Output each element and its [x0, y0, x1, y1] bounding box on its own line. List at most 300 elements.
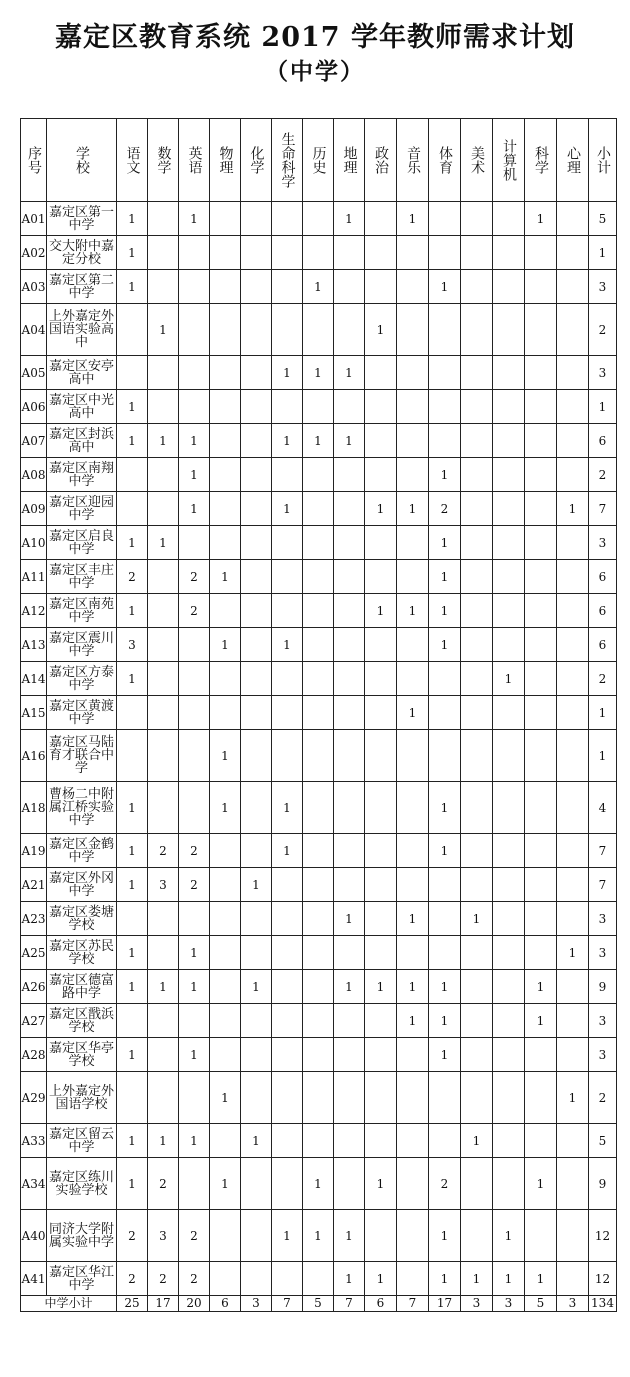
row-school: 嘉定区中光高中: [47, 390, 117, 424]
row-value: 1: [461, 1124, 493, 1158]
row-value: 2: [179, 1262, 210, 1296]
row-value: [557, 560, 589, 594]
row-value: 3: [148, 868, 179, 902]
row-value: [179, 1158, 210, 1210]
table-row: [21, 424, 617, 458]
row-value: [210, 1004, 241, 1038]
teacher-demand-table: [20, 118, 617, 1312]
row-value: [210, 902, 241, 936]
row-value: 1: [365, 594, 397, 628]
row-value: 1: [241, 1124, 272, 1158]
table-row: [21, 902, 617, 936]
row-value: 1: [525, 1004, 557, 1038]
row-value: [241, 594, 272, 628]
row-value: [493, 696, 525, 730]
row-code: A28: [21, 1038, 47, 1072]
row-value: [303, 902, 334, 936]
total-label: 中学小计: [21, 1296, 117, 1312]
row-value: 1: [429, 628, 461, 662]
header-school: 学校: [47, 119, 117, 202]
row-value: [493, 1158, 525, 1210]
row-value: [179, 662, 210, 696]
row-value: [557, 662, 589, 696]
row-value: [557, 868, 589, 902]
row-value: [210, 1124, 241, 1158]
row-value: 1: [148, 1124, 179, 1158]
row-value: 1: [303, 270, 334, 304]
row-value: [241, 390, 272, 424]
total-value: 6: [210, 1296, 241, 1312]
row-value: [210, 458, 241, 492]
row-value: 1: [210, 628, 241, 662]
row-value: 1: [429, 1262, 461, 1296]
row-subtotal: 1: [589, 236, 617, 270]
row-value: [397, 1072, 429, 1124]
row-value: [241, 526, 272, 560]
header-subtotal: 小计: [589, 119, 617, 202]
row-value: 1: [148, 424, 179, 458]
row-value: 1: [117, 424, 148, 458]
row-value: [365, 270, 397, 304]
row-code: A12: [21, 594, 47, 628]
row-value: [461, 356, 493, 390]
row-value: 1: [117, 270, 148, 304]
row-value: 1: [334, 424, 365, 458]
header-subject: 计算机: [493, 119, 525, 202]
row-value: [397, 304, 429, 356]
row-value: 1: [493, 1262, 525, 1296]
row-value: [557, 390, 589, 424]
table-row: [21, 526, 617, 560]
row-school: 嘉定区启良中学: [47, 526, 117, 560]
row-value: [148, 560, 179, 594]
row-value: [272, 730, 303, 782]
row-value: [493, 970, 525, 1004]
row-value: 1: [397, 1004, 429, 1038]
row-value: [557, 202, 589, 236]
row-value: [365, 202, 397, 236]
row-value: 1: [179, 936, 210, 970]
row-school: 嘉定区方泰中学: [47, 662, 117, 696]
table-row: [21, 970, 617, 1004]
row-value: [210, 424, 241, 458]
row-value: [179, 390, 210, 424]
total-value: 3: [557, 1296, 589, 1312]
row-value: [179, 1004, 210, 1038]
total-value: 7: [334, 1296, 365, 1312]
row-value: [525, 1210, 557, 1262]
row-code: A01: [21, 202, 47, 236]
row-value: [365, 1210, 397, 1262]
row-value: [210, 970, 241, 1004]
row-value: [117, 902, 148, 936]
table-row: [21, 236, 617, 270]
header-subject: 历史: [303, 119, 334, 202]
row-value: [525, 1072, 557, 1124]
total-value: 20: [179, 1296, 210, 1312]
row-value: 1: [117, 236, 148, 270]
total-value: 5: [525, 1296, 557, 1312]
row-value: [241, 1004, 272, 1038]
row-value: [557, 356, 589, 390]
row-value: [241, 1210, 272, 1262]
row-value: [148, 492, 179, 526]
row-code: A06: [21, 390, 47, 424]
row-value: [303, 594, 334, 628]
row-value: [334, 782, 365, 834]
row-value: [272, 1004, 303, 1038]
row-value: [461, 390, 493, 424]
row-value: [557, 1262, 589, 1296]
row-value: [272, 1038, 303, 1072]
row-value: [557, 1004, 589, 1038]
row-code: A41: [21, 1262, 47, 1296]
row-value: [241, 696, 272, 730]
row-value: [493, 304, 525, 356]
row-value: [241, 560, 272, 594]
row-code: A25: [21, 936, 47, 970]
row-value: [525, 834, 557, 868]
row-value: [179, 696, 210, 730]
row-value: 1: [365, 304, 397, 356]
row-value: [148, 936, 179, 970]
row-value: 1: [429, 834, 461, 868]
row-value: [303, 1038, 334, 1072]
row-value: [334, 458, 365, 492]
row-school: 上外嘉定外国语学校: [47, 1072, 117, 1124]
row-value: [557, 970, 589, 1004]
row-value: [303, 1004, 334, 1038]
row-code: A02: [21, 236, 47, 270]
row-value: [397, 560, 429, 594]
row-value: [303, 202, 334, 236]
row-value: [148, 628, 179, 662]
row-value: [272, 1124, 303, 1158]
row-subtotal: 3: [589, 902, 617, 936]
row-value: [365, 560, 397, 594]
row-value: [525, 902, 557, 936]
row-value: [117, 696, 148, 730]
row-value: [303, 526, 334, 560]
row-value: [365, 1072, 397, 1124]
row-value: [397, 662, 429, 696]
row-value: [493, 1124, 525, 1158]
row-value: 1: [397, 970, 429, 1004]
row-value: [303, 730, 334, 782]
row-value: [334, 1072, 365, 1124]
row-value: 1: [429, 970, 461, 1004]
table-row: [21, 1210, 617, 1262]
row-value: 1: [117, 1038, 148, 1072]
row-value: [334, 560, 365, 594]
row-value: 1: [461, 1262, 493, 1296]
row-value: 1: [117, 834, 148, 868]
row-value: 1: [117, 970, 148, 1004]
row-value: [148, 270, 179, 304]
row-subtotal: 3: [589, 936, 617, 970]
row-value: [272, 304, 303, 356]
row-school: 嘉定区德富路中学: [47, 970, 117, 1004]
row-value: [272, 662, 303, 696]
row-value: [272, 236, 303, 270]
row-value: [148, 1004, 179, 1038]
row-value: [557, 834, 589, 868]
table-row: [21, 594, 617, 628]
row-value: [241, 1262, 272, 1296]
row-value: [525, 696, 557, 730]
row-value: [557, 424, 589, 458]
row-value: [461, 1210, 493, 1262]
row-value: 1: [117, 390, 148, 424]
row-value: [303, 936, 334, 970]
row-value: [557, 526, 589, 560]
row-value: [429, 202, 461, 236]
row-value: 1: [334, 902, 365, 936]
table-row: [21, 390, 617, 424]
row-value: 2: [117, 560, 148, 594]
row-value: [557, 730, 589, 782]
row-value: 1: [272, 1210, 303, 1262]
row-value: [429, 304, 461, 356]
row-value: [493, 236, 525, 270]
row-value: [525, 560, 557, 594]
row-value: [241, 424, 272, 458]
row-value: 1: [179, 970, 210, 1004]
row-value: 1: [272, 356, 303, 390]
row-value: [334, 594, 365, 628]
row-value: [493, 1072, 525, 1124]
row-value: [397, 730, 429, 782]
row-code: A13: [21, 628, 47, 662]
row-value: [303, 560, 334, 594]
row-school: 嘉定区马陆育才联合中学: [47, 730, 117, 782]
row-value: [493, 356, 525, 390]
row-school: 上外嘉定外国语实验高中: [47, 304, 117, 356]
row-value: [397, 628, 429, 662]
row-subtotal: 6: [589, 424, 617, 458]
row-school: 嘉定区震川中学: [47, 628, 117, 662]
row-value: [493, 628, 525, 662]
row-code: A15: [21, 696, 47, 730]
row-value: [365, 936, 397, 970]
row-value: [557, 782, 589, 834]
row-value: [334, 730, 365, 782]
table-row: [21, 458, 617, 492]
row-value: [525, 424, 557, 458]
row-value: [303, 236, 334, 270]
row-subtotal: 7: [589, 868, 617, 902]
row-value: [117, 1004, 148, 1038]
row-value: [397, 936, 429, 970]
row-value: [210, 696, 241, 730]
row-value: [117, 304, 148, 356]
row-value: [525, 594, 557, 628]
row-value: 1: [397, 696, 429, 730]
row-value: [557, 902, 589, 936]
row-value: [429, 902, 461, 936]
row-value: [461, 1038, 493, 1072]
row-value: [525, 304, 557, 356]
row-value: [334, 304, 365, 356]
row-value: [241, 1072, 272, 1124]
row-subtotal: 9: [589, 1158, 617, 1210]
row-value: [429, 356, 461, 390]
row-value: [557, 696, 589, 730]
row-school: 嘉定区苏民学校: [47, 936, 117, 970]
row-value: 1: [429, 560, 461, 594]
row-subtotal: 2: [589, 458, 617, 492]
row-value: [461, 868, 493, 902]
row-value: 1: [272, 628, 303, 662]
row-value: 1: [148, 526, 179, 560]
table-row: [21, 730, 617, 782]
row-value: [525, 390, 557, 424]
row-value: [179, 1072, 210, 1124]
row-value: [148, 458, 179, 492]
row-value: [461, 458, 493, 492]
row-value: [557, 458, 589, 492]
row-code: A19: [21, 834, 47, 868]
row-value: [525, 356, 557, 390]
row-value: [179, 356, 210, 390]
row-value: 1: [179, 424, 210, 458]
row-value: [148, 902, 179, 936]
row-value: [397, 1038, 429, 1072]
row-value: [303, 782, 334, 834]
row-value: 1: [334, 1210, 365, 1262]
row-value: [557, 594, 589, 628]
row-subtotal: 2: [589, 662, 617, 696]
row-value: [461, 492, 493, 526]
total-value: 17: [429, 1296, 461, 1312]
row-value: [493, 1038, 525, 1072]
row-value: 2: [179, 1210, 210, 1262]
header-index: 序号: [21, 119, 47, 202]
row-school: 同济大学附属实验中学: [47, 1210, 117, 1262]
header-subject: 化学: [241, 119, 272, 202]
row-value: 1: [429, 458, 461, 492]
row-value: [303, 458, 334, 492]
row-value: 2: [179, 868, 210, 902]
row-value: 1: [493, 1210, 525, 1262]
row-value: [365, 902, 397, 936]
row-value: [241, 730, 272, 782]
row-value: [210, 834, 241, 868]
row-value: [210, 1038, 241, 1072]
row-value: [493, 424, 525, 458]
row-value: 1: [272, 492, 303, 526]
row-value: [525, 936, 557, 970]
row-value: [461, 594, 493, 628]
row-value: 1: [557, 936, 589, 970]
row-value: [429, 1124, 461, 1158]
row-value: [525, 1124, 557, 1158]
row-school: 嘉定区迎园中学: [47, 492, 117, 526]
header-subject: 英语: [179, 119, 210, 202]
row-value: 1: [303, 356, 334, 390]
row-value: [179, 628, 210, 662]
row-value: [303, 390, 334, 424]
row-value: [334, 1158, 365, 1210]
row-value: [557, 270, 589, 304]
row-school: 嘉定区第一中学: [47, 202, 117, 236]
row-value: [397, 236, 429, 270]
row-value: [557, 236, 589, 270]
row-value: [241, 1038, 272, 1072]
row-value: [365, 390, 397, 424]
row-value: 1: [241, 868, 272, 902]
row-value: [241, 270, 272, 304]
row-value: [210, 662, 241, 696]
row-value: 1: [179, 458, 210, 492]
row-value: [493, 594, 525, 628]
row-value: [397, 1210, 429, 1262]
row-value: 1: [179, 492, 210, 526]
row-value: 1: [429, 1004, 461, 1038]
row-value: [397, 1124, 429, 1158]
row-value: [179, 526, 210, 560]
row-value: 1: [303, 424, 334, 458]
row-value: [525, 782, 557, 834]
page-subtitle: （中学）: [265, 58, 365, 85]
row-value: [493, 936, 525, 970]
row-value: [397, 1158, 429, 1210]
row-value: [272, 936, 303, 970]
row-value: [272, 594, 303, 628]
row-code: A26: [21, 970, 47, 1004]
row-value: [117, 492, 148, 526]
table-row: [21, 560, 617, 594]
row-value: [334, 834, 365, 868]
row-value: [272, 526, 303, 560]
table-row: [21, 696, 617, 730]
row-value: [241, 236, 272, 270]
row-value: [272, 902, 303, 936]
row-value: [148, 390, 179, 424]
row-subtotal: 3: [589, 1038, 617, 1072]
row-value: 1: [179, 1124, 210, 1158]
row-value: [461, 696, 493, 730]
row-value: [241, 834, 272, 868]
row-value: [525, 492, 557, 526]
row-value: [210, 356, 241, 390]
row-value: [241, 304, 272, 356]
row-value: [210, 270, 241, 304]
row-value: [493, 458, 525, 492]
row-value: 1: [334, 1262, 365, 1296]
row-value: [179, 902, 210, 936]
table-row: [21, 304, 617, 356]
row-subtotal: 12: [589, 1210, 617, 1262]
total-value: 5: [303, 1296, 334, 1312]
row-value: [461, 936, 493, 970]
table-row: [21, 1072, 617, 1124]
row-value: [334, 1124, 365, 1158]
row-value: [493, 782, 525, 834]
row-value: [461, 304, 493, 356]
row-code: A11: [21, 560, 47, 594]
row-value: [557, 628, 589, 662]
row-value: 1: [117, 526, 148, 560]
row-value: 1: [148, 970, 179, 1004]
row-value: 1: [525, 1262, 557, 1296]
row-subtotal: 2: [589, 1072, 617, 1124]
row-value: [429, 868, 461, 902]
row-value: [210, 594, 241, 628]
row-value: [429, 936, 461, 970]
row-value: [272, 868, 303, 902]
row-value: [303, 662, 334, 696]
